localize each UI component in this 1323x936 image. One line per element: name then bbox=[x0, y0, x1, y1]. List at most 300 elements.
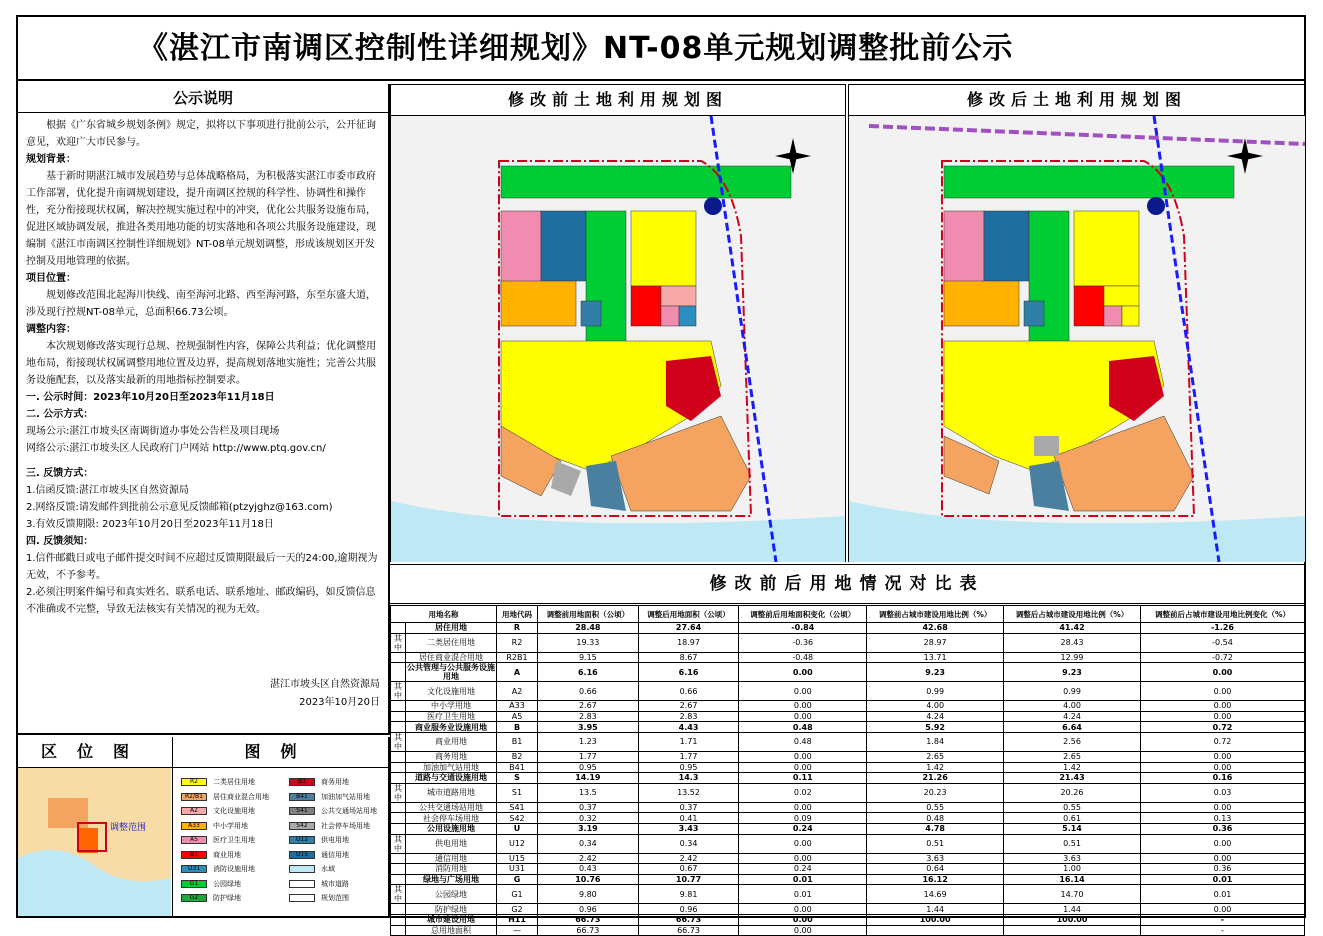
table-group-cell bbox=[391, 853, 406, 864]
table-group-cell: 其中 bbox=[391, 834, 406, 853]
table-group-cell bbox=[391, 773, 406, 784]
notice-body bbox=[18, 113, 388, 618]
adj-label: 调整内容： bbox=[26, 324, 76, 335]
table-value-cell: 0.00 bbox=[1140, 834, 1304, 853]
table-group-cell: 其中 bbox=[391, 732, 406, 751]
table-code-cell: R2 bbox=[497, 633, 538, 652]
table-value-cell: 0.24 bbox=[739, 823, 867, 834]
table-row bbox=[391, 853, 1305, 864]
table-name-cell: 绿地与广场用地 bbox=[406, 874, 497, 885]
table-header-row bbox=[391, 606, 1305, 623]
table-name-cell: 供电用地 bbox=[406, 834, 497, 853]
table-value-cell: 12.99 bbox=[1004, 652, 1141, 663]
legend-label: 公园绿地 bbox=[213, 879, 241, 888]
table-value-cell: 9.15 bbox=[538, 652, 639, 663]
table-value-cell: 42.68 bbox=[867, 623, 1004, 634]
legend-label: 防护绿地 bbox=[213, 894, 241, 902]
table-value-cell: 0.02 bbox=[739, 783, 867, 802]
table-value-cell: 0.41 bbox=[638, 813, 739, 824]
table-value-cell: 14.70 bbox=[1004, 885, 1141, 904]
table-value-cell: 0.00 bbox=[1140, 682, 1304, 701]
table-header-cell: 调整前后占城市建设用地比例变化（%） bbox=[1140, 606, 1304, 623]
notice-heading: 公示说明 bbox=[18, 84, 388, 113]
legend-label: 公共交通场站用地 bbox=[321, 807, 377, 815]
table-value-cell: 2.42 bbox=[538, 853, 639, 864]
table-header-cell: 调整前后用地面积变化（公顷） bbox=[739, 606, 867, 623]
table-value-cell: 66.73 bbox=[638, 914, 739, 925]
table-value-cell: 2.83 bbox=[538, 711, 639, 722]
table-value-cell: 2.67 bbox=[638, 701, 739, 712]
table-name-cell: 城市道路用地 bbox=[406, 783, 497, 802]
table-value-cell: 13.71 bbox=[867, 652, 1004, 663]
legend-item bbox=[181, 777, 255, 787]
table-value-cell: 0.00 bbox=[1140, 853, 1304, 864]
table-header-cell: 调整前占城市建设用地比例（%） bbox=[867, 606, 1004, 623]
table-value-cell: 10.77 bbox=[638, 874, 739, 885]
section-4a: 1.信件邮戳日或电子邮件提交时间不应超过反馈期限最后一天的24:00,逾期视为无效，不予参考。 bbox=[26, 553, 378, 581]
table-group-cell: 其中 bbox=[391, 783, 406, 802]
table-value-cell: 1.71 bbox=[638, 732, 739, 751]
table-value-cell: 1.44 bbox=[1004, 904, 1141, 915]
legend-label: 医疗卫生用地 bbox=[213, 836, 255, 844]
table-value-cell: 0.51 bbox=[867, 834, 1004, 853]
table-value-cell: 4.43 bbox=[638, 722, 739, 733]
table-value-cell: 9.23 bbox=[1004, 663, 1141, 682]
table-value-cell: 0.55 bbox=[1004, 802, 1141, 813]
section-3: 三. 反馈方式： bbox=[26, 468, 94, 479]
table-value-cell: 2.42 bbox=[638, 853, 739, 864]
table-row bbox=[391, 925, 1305, 936]
map-before-drawing bbox=[391, 116, 845, 562]
table-code-cell: U12 bbox=[497, 834, 538, 853]
table-value-cell: 100.00 bbox=[1004, 914, 1141, 925]
table-value-cell: 0.00 bbox=[739, 925, 867, 936]
table-value-cell: 0.66 bbox=[538, 682, 639, 701]
table-row bbox=[391, 751, 1305, 762]
table-group-cell: 其中 bbox=[391, 633, 406, 652]
table-row bbox=[391, 652, 1305, 663]
table-value-cell: 0.66 bbox=[638, 682, 739, 701]
table-value-cell: 2.65 bbox=[867, 751, 1004, 762]
table-group-cell: 其中 bbox=[391, 682, 406, 701]
table-value-cell: 21.43 bbox=[1004, 773, 1141, 784]
table-value-cell: 0.13 bbox=[1140, 813, 1304, 824]
legend-item bbox=[181, 893, 241, 903]
table-group-cell bbox=[391, 751, 406, 762]
table-value-cell: 0.32 bbox=[538, 813, 639, 824]
legend-item bbox=[289, 879, 349, 889]
table-value-cell: 0.64 bbox=[867, 864, 1004, 875]
table-value-cell: 16.14 bbox=[1004, 874, 1141, 885]
table-value-cell: 5.92 bbox=[867, 722, 1004, 733]
map-after bbox=[848, 84, 1306, 562]
table-value-cell: 28.97 bbox=[867, 633, 1004, 652]
legend-item bbox=[181, 821, 248, 831]
table-value-cell: 0.16 bbox=[1140, 773, 1304, 784]
table-value-cell: 0.95 bbox=[638, 762, 739, 773]
legend-item bbox=[289, 864, 335, 874]
table-value-cell: 66.73 bbox=[538, 914, 639, 925]
page-title: 《湛江市南调区控制性详细规划》NT-08单元规划调整批前公示 bbox=[18, 17, 1304, 81]
table-value-cell bbox=[867, 925, 1004, 936]
legend-label: 商业用地 bbox=[213, 850, 241, 859]
table-name-cell: 防护绿地 bbox=[406, 904, 497, 915]
table-value-cell: 0.72 bbox=[1140, 722, 1304, 733]
table-value-cell: 0.00 bbox=[1140, 711, 1304, 722]
signature-org: 湛江市坡头区自然资源局 bbox=[270, 679, 380, 690]
table-value-cell: 2.83 bbox=[638, 711, 739, 722]
table-value-cell: 1.42 bbox=[867, 762, 1004, 773]
table-name-cell: 道路与交通设施用地 bbox=[406, 773, 497, 784]
table-value-cell: 9.81 bbox=[638, 885, 739, 904]
map-before-title: 修改前土地利用规划图 bbox=[391, 85, 845, 116]
table-row bbox=[391, 874, 1305, 885]
section-3c: 3.有效反馈期限: 2023年10月20日至2023年11月18日 bbox=[26, 519, 274, 530]
table-row bbox=[391, 823, 1305, 834]
loc-label: 项目位置： bbox=[26, 273, 76, 284]
table-value-cell: - bbox=[1140, 914, 1304, 925]
table-value-cell: -0.72 bbox=[1140, 652, 1304, 663]
table-value-cell: 3.95 bbox=[538, 722, 639, 733]
legend-item bbox=[181, 850, 241, 860]
table-value-cell: 0.34 bbox=[638, 834, 739, 853]
table-group-cell bbox=[391, 914, 406, 925]
table-code-cell: S1 bbox=[497, 783, 538, 802]
table-value-cell: 0.96 bbox=[538, 904, 639, 915]
legend-label: 文化设施用地 bbox=[213, 807, 255, 815]
map-after-drawing bbox=[849, 116, 1305, 562]
table-group-cell bbox=[391, 813, 406, 824]
table-group-cell bbox=[391, 925, 406, 936]
table-value-cell: 0.48 bbox=[739, 722, 867, 733]
table-group-cell bbox=[391, 722, 406, 733]
table-value-cell: 4.24 bbox=[867, 711, 1004, 722]
table-value-cell: 16.12 bbox=[867, 874, 1004, 885]
table-value-cell: 3.43 bbox=[638, 823, 739, 834]
table-group-cell bbox=[391, 652, 406, 663]
table-value-cell: -0.36 bbox=[739, 633, 867, 652]
location-map bbox=[18, 768, 171, 916]
legend-swatch: B41 bbox=[289, 793, 315, 801]
table-value-cell: 18.97 bbox=[638, 633, 739, 652]
table-name-cell: 公园绿地 bbox=[406, 885, 497, 904]
table-row bbox=[391, 722, 1305, 733]
legend-label: 供电用地 bbox=[321, 836, 349, 844]
table-value-cell: 20.23 bbox=[867, 783, 1004, 802]
table-value-cell: 66.73 bbox=[638, 925, 739, 936]
table-row bbox=[391, 701, 1305, 712]
legend-panel bbox=[173, 737, 390, 917]
table-value-cell: 4.24 bbox=[1004, 711, 1141, 722]
table-value-cell: 1.00 bbox=[1004, 864, 1141, 875]
table-code-cell: U31 bbox=[497, 864, 538, 875]
table-code-cell: — bbox=[497, 925, 538, 936]
table-value-cell: 1.77 bbox=[638, 751, 739, 762]
table-value-cell: 100.00 bbox=[867, 914, 1004, 925]
table-group-cell bbox=[391, 864, 406, 875]
notice-intro: 根据《广东省城乡规划条例》规定，拟将以下事项进行批前公示，公开征询意见，欢迎广大市民参与。 bbox=[26, 120, 376, 148]
table-code-cell: S41 bbox=[497, 802, 538, 813]
table-group-cell bbox=[391, 762, 406, 773]
table-value-cell: 3.63 bbox=[867, 853, 1004, 864]
legend-label: 消防设施用地 bbox=[213, 865, 255, 873]
table-value-cell: 3.19 bbox=[538, 823, 639, 834]
table-value-cell: 10.76 bbox=[538, 874, 639, 885]
table-value-cell: 0.00 bbox=[739, 663, 867, 682]
table-value-cell: 19.33 bbox=[538, 633, 639, 652]
table-value-cell: 1.44 bbox=[867, 904, 1004, 915]
table-row bbox=[391, 783, 1305, 802]
table-name-cell: 居住商业混合用地 bbox=[406, 652, 497, 663]
legend-swatch: A5 bbox=[181, 836, 207, 844]
table-value-cell: 0.51 bbox=[1004, 834, 1141, 853]
map-after-title: 修改后土地利用规划图 bbox=[849, 85, 1305, 116]
table-name-cell: 商业服务业设施用地 bbox=[406, 722, 497, 733]
section-4b: 2.必须注明案件编号和真实姓名、联系电话、联系地址、邮政编码，如反馈信息不准确或不完整，导致无法核实有关情况的视为无效。 bbox=[26, 587, 376, 615]
legend-item bbox=[289, 850, 349, 860]
table-name-cell: 城市建设用地 bbox=[406, 914, 497, 925]
table-value-cell: 28.43 bbox=[1004, 633, 1141, 652]
legend-swatch bbox=[289, 894, 315, 902]
table-value-cell: 21.26 bbox=[867, 773, 1004, 784]
table-value-cell: 0.95 bbox=[538, 762, 639, 773]
table-value-cell: 0.03 bbox=[1140, 783, 1304, 802]
table-title: 修改前后用地情况对比表 bbox=[390, 564, 1304, 604]
table-value-cell: 0.00 bbox=[739, 904, 867, 915]
table-value-cell: 0.09 bbox=[739, 813, 867, 824]
table-value-cell: 0.34 bbox=[538, 834, 639, 853]
loc-text: 规划修改范围北起海川快线、南至海河北路、西至海河路，东至东盛大道，涉及现行控规NT-08单元，总面积66.73公顷。 bbox=[26, 290, 376, 318]
table-value-cell: 9.23 bbox=[867, 663, 1004, 682]
table-value-cell: 0.99 bbox=[1004, 682, 1141, 701]
table-name-cell: 消防用地 bbox=[406, 864, 497, 875]
table-name-cell: 居住用地 bbox=[406, 623, 497, 634]
legend-item bbox=[181, 864, 255, 874]
table-value-cell: 1.77 bbox=[538, 751, 639, 762]
table-code-cell: G1 bbox=[497, 885, 538, 904]
legend-swatch: U15 bbox=[289, 851, 315, 859]
table-value-cell: -0.48 bbox=[739, 652, 867, 663]
table-code-cell: S42 bbox=[497, 813, 538, 824]
table-row bbox=[391, 864, 1305, 875]
table-value-cell: 0.00 bbox=[739, 751, 867, 762]
legend-label: 规划范围 bbox=[321, 894, 349, 902]
table-row bbox=[391, 633, 1305, 652]
legend-item bbox=[181, 792, 269, 802]
table-code-cell: U15 bbox=[497, 853, 538, 864]
legend-item bbox=[289, 792, 370, 802]
table-value-cell: 0.55 bbox=[867, 802, 1004, 813]
section-2a: 现场公示:湛江市坡头区南调街道办事处公告栏及项目现场 bbox=[26, 426, 280, 437]
table-value-cell: 0.00 bbox=[739, 853, 867, 864]
table-value-cell: 0.00 bbox=[739, 834, 867, 853]
table-value-cell: 13.5 bbox=[538, 783, 639, 802]
table-code-cell: S bbox=[497, 773, 538, 784]
table-name-cell: 公用设施用地 bbox=[406, 823, 497, 834]
table-group-cell: 其中 bbox=[391, 885, 406, 904]
legend-label: 商务用地 bbox=[321, 778, 349, 786]
table-value-cell: 0.01 bbox=[1140, 885, 1304, 904]
table-header-cell: 调整后用地面积（公顷） bbox=[638, 606, 739, 623]
table-value-cell: 66.73 bbox=[538, 925, 639, 936]
legend-item bbox=[181, 806, 255, 816]
table-value-cell: 13.52 bbox=[638, 783, 739, 802]
table-code-cell: H11 bbox=[497, 914, 538, 925]
table-row bbox=[391, 885, 1305, 904]
legend-item bbox=[289, 893, 349, 903]
table-value-cell: 0.36 bbox=[1140, 864, 1304, 875]
table-code-cell: A bbox=[497, 663, 538, 682]
table-name-cell: 商业用地 bbox=[406, 732, 497, 751]
table-name-cell: 社会停车场用地 bbox=[406, 813, 497, 824]
table-value-cell: 0.00 bbox=[739, 711, 867, 722]
legend-item bbox=[181, 835, 255, 845]
legend-swatch: S41 bbox=[289, 807, 315, 815]
map-before bbox=[390, 84, 846, 562]
legend-swatch: A2 bbox=[181, 807, 207, 815]
table-value-cell: 0.67 bbox=[638, 864, 739, 875]
legend-swatch: G2 bbox=[181, 894, 207, 902]
legend-swatch: U12 bbox=[289, 836, 315, 844]
legend-swatch: G1 bbox=[181, 880, 207, 888]
table-row bbox=[391, 773, 1305, 784]
legend-label: 通信用地 bbox=[321, 850, 349, 859]
table-value-cell: 0.00 bbox=[739, 762, 867, 773]
legend-swatch bbox=[289, 865, 315, 873]
table-row bbox=[391, 813, 1305, 824]
table-value-cell: 0.01 bbox=[1140, 874, 1304, 885]
table-header-cell: 用地名称 bbox=[391, 606, 497, 623]
section-4: 四. 反馈须知： bbox=[26, 536, 94, 547]
table-header-cell: 调整后占城市建设用地比例（%） bbox=[1004, 606, 1141, 623]
table-code-cell: A5 bbox=[497, 711, 538, 722]
table-value-cell: -1.26 bbox=[1140, 623, 1304, 634]
table-value-cell: 4.00 bbox=[867, 701, 1004, 712]
table-name-cell: 通信用地 bbox=[406, 853, 497, 864]
table-name-cell: 加油加气站用地 bbox=[406, 762, 497, 773]
legend-swatch: U31 bbox=[181, 865, 207, 873]
table-value-cell: 4.78 bbox=[867, 823, 1004, 834]
table-value-cell: 0.00 bbox=[1140, 802, 1304, 813]
table-name-cell: 公共交通场站用地 bbox=[406, 802, 497, 813]
table-value-cell: 6.16 bbox=[538, 663, 639, 682]
location-title: 区位图 bbox=[18, 737, 172, 768]
legend-swatch: A33 bbox=[181, 822, 207, 830]
notice-panel bbox=[18, 84, 390, 735]
table-code-cell: U bbox=[497, 823, 538, 834]
table-group-cell bbox=[391, 623, 406, 634]
table-value-cell: 41.42 bbox=[1004, 623, 1141, 634]
table-value-cell: 0.61 bbox=[1004, 813, 1141, 824]
section-1: 一. 公示时间：2023年10月20日至2023年11月18日 bbox=[26, 392, 275, 403]
legend-item bbox=[289, 806, 377, 816]
table-name-cell: 二类居住用地 bbox=[406, 633, 497, 652]
table-group-cell bbox=[391, 701, 406, 712]
bg-text: 基于新时期湛江城市发展趋势与总体战略格局，为积极落实湛江市委市政府工作部署，优化提升南调规划建设，提升南调区控规的科学性、协调性和操作性，充分衔接现状权属，解决控规实施过程中的冲突，优化公共服务设施布局，促进区域协调发展，推进各类用地功能的切实落地和各项公共服务设施建设，现编制《湛江市南调区控制性详细规划》NT-08单元规划调整，形成该规划区开发控制及用地管理的依据。 bbox=[26, 171, 376, 267]
legend-item bbox=[181, 879, 241, 889]
table-value-cell: 20.26 bbox=[1004, 783, 1141, 802]
table-value-cell: 1.23 bbox=[538, 732, 639, 751]
table-value-cell: 0.00 bbox=[739, 802, 867, 813]
table-name-cell: 文化设施用地 bbox=[406, 682, 497, 701]
bg-label: 规划背景： bbox=[26, 154, 76, 165]
table-group-cell bbox=[391, 823, 406, 834]
location-label: 调整范围 bbox=[110, 822, 147, 832]
table-value-cell: 0.48 bbox=[739, 732, 867, 751]
table-value-cell: 3.63 bbox=[1004, 853, 1141, 864]
table-value-cell: 28.48 bbox=[538, 623, 639, 634]
table-row bbox=[391, 663, 1305, 682]
table-name-cell: 总用地面积 bbox=[406, 925, 497, 936]
table-code-cell: B2 bbox=[497, 751, 538, 762]
table-value-cell bbox=[1004, 925, 1141, 936]
table-group-cell bbox=[391, 711, 406, 722]
table-value-cell: 0.37 bbox=[538, 802, 639, 813]
table-value-cell: 1.42 bbox=[1004, 762, 1141, 773]
table-value-cell: -0.84 bbox=[739, 623, 867, 634]
table-value-cell: 2.65 bbox=[1004, 751, 1141, 762]
table-value-cell: 0.72 bbox=[1140, 732, 1304, 751]
table-value-cell: 0.00 bbox=[739, 914, 867, 925]
table-value-cell: 0.01 bbox=[739, 874, 867, 885]
table-value-cell: 0.24 bbox=[739, 864, 867, 875]
table-group-cell bbox=[391, 904, 406, 915]
table-code-cell: G bbox=[497, 874, 538, 885]
table-name-cell: 中小学用地 bbox=[406, 701, 497, 712]
legend-swatch: S42 bbox=[289, 822, 315, 830]
legend-swatch: B2 bbox=[289, 778, 315, 786]
table-code-cell: B41 bbox=[497, 762, 538, 773]
table-code-cell: A2 bbox=[497, 682, 538, 701]
table-row bbox=[391, 904, 1305, 915]
table-row bbox=[391, 762, 1305, 773]
section-3b: 2.网络反馈:请发邮件到批前公示意见反馈邮箱(ptzyjghz@163.com) bbox=[26, 502, 333, 513]
table-header-cell: 调整前用地面积（公顷） bbox=[538, 606, 639, 623]
table-value-cell: 5.14 bbox=[1004, 823, 1141, 834]
table-row bbox=[391, 732, 1305, 751]
legend-label: 居住商业混合用地 bbox=[213, 792, 269, 801]
table-name-cell: 公共管理与公共服务设施用地 bbox=[407, 663, 495, 682]
table-value-cell: - bbox=[1140, 925, 1304, 936]
table-code-cell: G2 bbox=[497, 904, 538, 915]
table-value-cell: 27.64 bbox=[638, 623, 739, 634]
legend-label: 水域 bbox=[321, 865, 335, 873]
table-value-cell: 6.16 bbox=[638, 663, 739, 682]
table-value-cell: 0.43 bbox=[538, 864, 639, 875]
adj-text: 本次规划修改落实现行总规、控规强制性内容，保障公共利益；优化调整用地布局，衔接现状权属调整用地位置及边界，提高规划落地实施性；完善公共服务设施配套，以及落实最新的用地指标控制要求。 bbox=[26, 341, 376, 386]
table-value-cell: 2.67 bbox=[538, 701, 639, 712]
table-group-cell bbox=[391, 663, 406, 682]
table-value-cell: 14.69 bbox=[867, 885, 1004, 904]
table-value-cell: 0.00 bbox=[1140, 762, 1304, 773]
table-header-cell: 用地代码 bbox=[497, 606, 538, 623]
legend-label: 中小学用地 bbox=[213, 821, 248, 830]
legend-title: 图例 bbox=[173, 737, 388, 768]
comparison-table bbox=[390, 605, 1305, 936]
legend-item bbox=[289, 777, 349, 787]
table-value-cell: 0.01 bbox=[739, 885, 867, 904]
table-name-cell: 医疗卫生用地 bbox=[406, 711, 497, 722]
legend-label: 加油加气站用地 bbox=[321, 792, 370, 801]
table-code-cell: A33 bbox=[497, 701, 538, 712]
location-panel bbox=[18, 737, 173, 917]
legend-item bbox=[289, 835, 349, 845]
section-3a: 1.信函反馈:湛江市坡头区自然资源局 bbox=[26, 485, 189, 496]
legend-swatch: R2 bbox=[181, 778, 207, 786]
table-value-cell: 0.00 bbox=[739, 682, 867, 701]
table-name-cell: 商务用地 bbox=[406, 751, 497, 762]
table-value-cell: 0.48 bbox=[867, 813, 1004, 824]
